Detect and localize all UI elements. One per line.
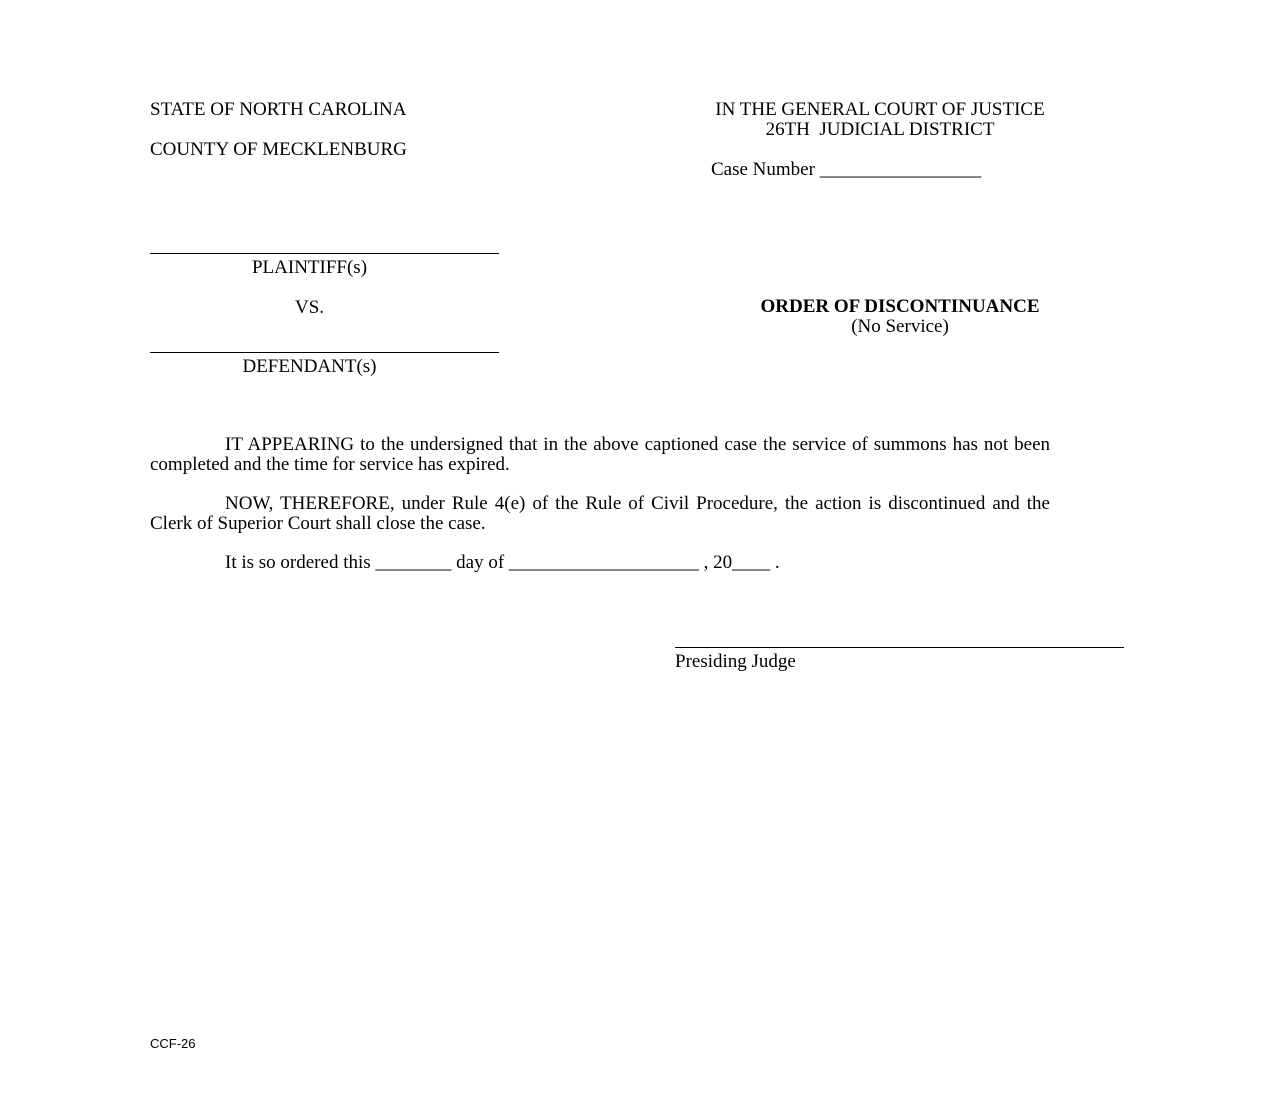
ordered-line [225,553,780,573]
paragraph-it-appearing [150,435,1050,475]
plaintiff-name-line[interactable] [150,253,499,254]
paragraph-now-therefore [150,494,1050,534]
year-blank[interactable]: ____ [732,552,771,573]
day-blank[interactable]: ________ [375,552,452,573]
district-heading: 26TH JUDICIAL DISTRICT [765,119,995,140]
year-prefix: , 20 [703,552,733,573]
form-code: CCF-26 [150,1036,196,1051]
document-subtitle: (No Service) [851,316,949,337]
county-heading: COUNTY OF MECKLENBURG [150,139,407,160]
case-number-label: Case Number [711,159,815,180]
defendant-label: DEFENDANT(s) [242,356,377,377]
defendant-name-line[interactable] [150,352,499,353]
signature-label: Presiding Judge [675,651,796,672]
ordered-prefix: It is so ordered this [225,552,371,573]
plaintiff-label: PLAINTIFF(s) [251,257,368,278]
day-of-text: day of [456,552,505,573]
ordered-suffix: . [774,552,780,573]
document-title: ORDER OF DISCONTINUANCE [760,296,1040,317]
case-number-line [711,160,981,180]
versus-label: VS. [294,297,325,318]
court-heading: IN THE GENERAL COURT OF JUSTICE [715,99,1045,120]
judge-signature-line[interactable] [675,647,1124,648]
case-number-blank[interactable]: _________________ [819,159,982,180]
state-heading: STATE OF NORTH CAROLINA [150,99,407,120]
month-blank[interactable]: ____________________ [508,552,699,573]
paragraph-2-text: NOW, THEREFORE, under Rule 4(e) of the Rule of Civil Procedure, the action is discontinued and the Clerk of Superior Court shall close the case. [150,493,1050,534]
paragraph-1-text: IT APPEARING to the undersigned that in the above captioned case the service of summons has not been completed and the time for service has expired. [150,434,1050,475]
